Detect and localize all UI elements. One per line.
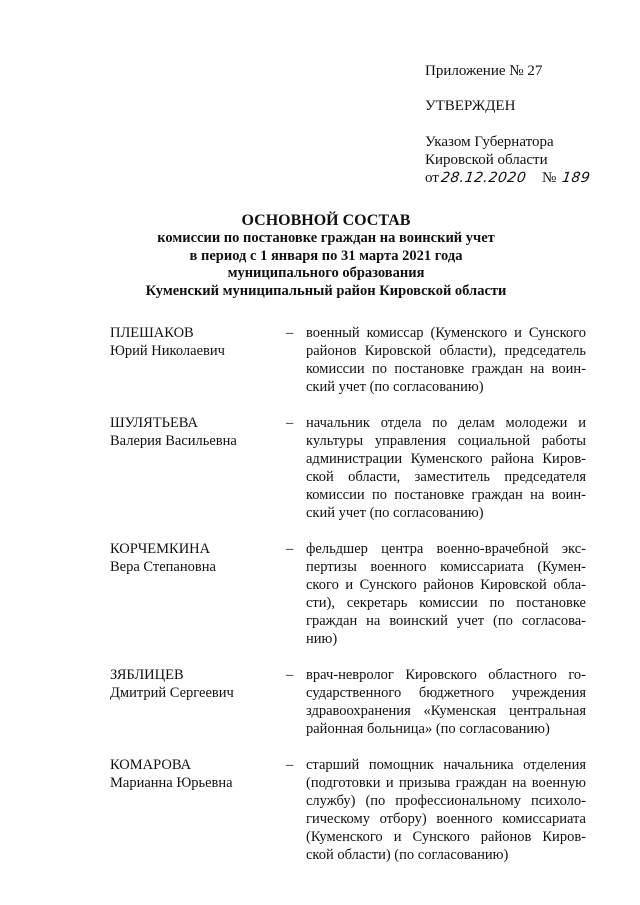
role-line: ской области) (по согласованию)	[306, 847, 509, 863]
title-line-2: в период с 1 января по 31 марта 2021 года	[189, 247, 463, 264]
role-line: администрации Куменского района Киров-	[306, 451, 586, 467]
approved-stamp-text: УТВЕРЖДЕН	[425, 98, 516, 114]
annex-number: Приложение № 27	[425, 63, 543, 79]
role-line: фельдшер центра военно-врачебной экс-	[306, 541, 586, 557]
role-line: сударственного бюджетного учреждения	[306, 685, 586, 701]
title-line-4: Куменский муниципальный район Кировской области	[145, 282, 507, 299]
decree-date-number-line	[425, 169, 591, 187]
role-line: ской области, заместитель председателя	[306, 469, 586, 485]
role-line: ский учет (по согласованию)	[306, 505, 484, 521]
member-role	[306, 324, 586, 396]
role-line: врач-невролог Кировского областного го-	[306, 667, 586, 683]
role-line: пертизы военного комиссариата (Кумен-	[306, 559, 586, 575]
role-line: (подготовки и призыва граждан на военную	[306, 775, 586, 791]
role-line: ского и Сунского районов Кировской обла-	[306, 577, 586, 593]
member-surname: КОРЧЕМКИНА	[110, 541, 211, 557]
decree-line-2: Кировской области	[425, 152, 548, 168]
title-line-1: комиссии по постановке граждан на воинский учет	[157, 230, 495, 246]
role-line: нию)	[306, 631, 338, 647]
role-line: (Куменского и Сунского районов Киров-	[306, 829, 586, 845]
member-entry	[110, 756, 590, 864]
member-surname: КОМАРОВА	[110, 757, 192, 773]
role-line: здравоохранения «Куменская центральная	[306, 703, 586, 719]
member-role	[306, 414, 586, 522]
member-surname: ПЛЕШАКОВ	[110, 325, 194, 341]
role-line: гическому отбору) военного комиссариата	[306, 811, 586, 827]
member-dash: –	[286, 667, 294, 683]
role-line: старший помощник начальника отделения	[306, 757, 586, 773]
role-line: районная больница» (по согласованию)	[306, 721, 550, 737]
document-title	[0, 211, 640, 300]
member-name	[110, 666, 286, 738]
member-role	[306, 756, 586, 864]
role-line: районов Кировской области), председатель	[306, 343, 586, 359]
member-given-name: Дмитрий Сергеевич	[110, 685, 234, 701]
member-name	[110, 540, 286, 648]
role-line: комиссии по постановке граждан на воин-	[306, 487, 586, 503]
number-sign: №	[542, 170, 557, 186]
member-dash: –	[286, 325, 294, 341]
role-line: военный комиссар (Куменского и Сунского	[306, 325, 586, 341]
member-given-name: Марианна Юрьевна	[110, 775, 233, 791]
member-given-name: Валерия Васильевна	[110, 433, 237, 449]
handwritten-number: 189	[561, 170, 592, 186]
decree-reference	[425, 133, 591, 187]
handwritten-date: 28.12.2020	[439, 170, 528, 186]
title-main: ОСНОВНОЙ СОСТАВ	[241, 212, 411, 229]
role-line: сти), секретарь комиссии по постановке	[306, 595, 586, 611]
member-given-name: Юрий Николаевич	[110, 343, 225, 359]
role-line: граждан на воинский учет (по согласова-	[306, 613, 586, 629]
member-role	[306, 666, 586, 738]
member-entry	[110, 666, 590, 738]
member-dash: –	[286, 757, 294, 773]
member-entry	[110, 414, 590, 522]
role-line: культуры управления социальной работы	[306, 433, 586, 449]
role-line: комиссии по постановке граждан на воин-	[306, 361, 586, 377]
member-entry	[110, 540, 590, 648]
member-entry	[110, 324, 590, 396]
role-line: начальник отдела по делам молодежи и	[306, 415, 586, 431]
from-prefix: от	[425, 170, 439, 186]
member-name	[110, 756, 286, 864]
member-role	[306, 540, 586, 648]
member-given-name: Вера Степановна	[110, 559, 216, 575]
title-line-3: муниципального образования	[227, 265, 425, 281]
role-line: службу) (по профессиональному психоло-	[306, 793, 586, 809]
role-line: ский учет (по согласованию)	[306, 379, 484, 395]
member-name	[110, 324, 286, 396]
member-name	[110, 414, 286, 522]
member-surname: ШУЛЯТЬЕВА	[110, 415, 199, 431]
member-dash: –	[286, 541, 294, 557]
member-dash: –	[286, 415, 294, 431]
member-surname: ЗЯБЛИЦЕВ	[110, 667, 184, 683]
decree-line-1: Указом Губернатора	[425, 134, 554, 150]
members-list	[110, 324, 590, 882]
